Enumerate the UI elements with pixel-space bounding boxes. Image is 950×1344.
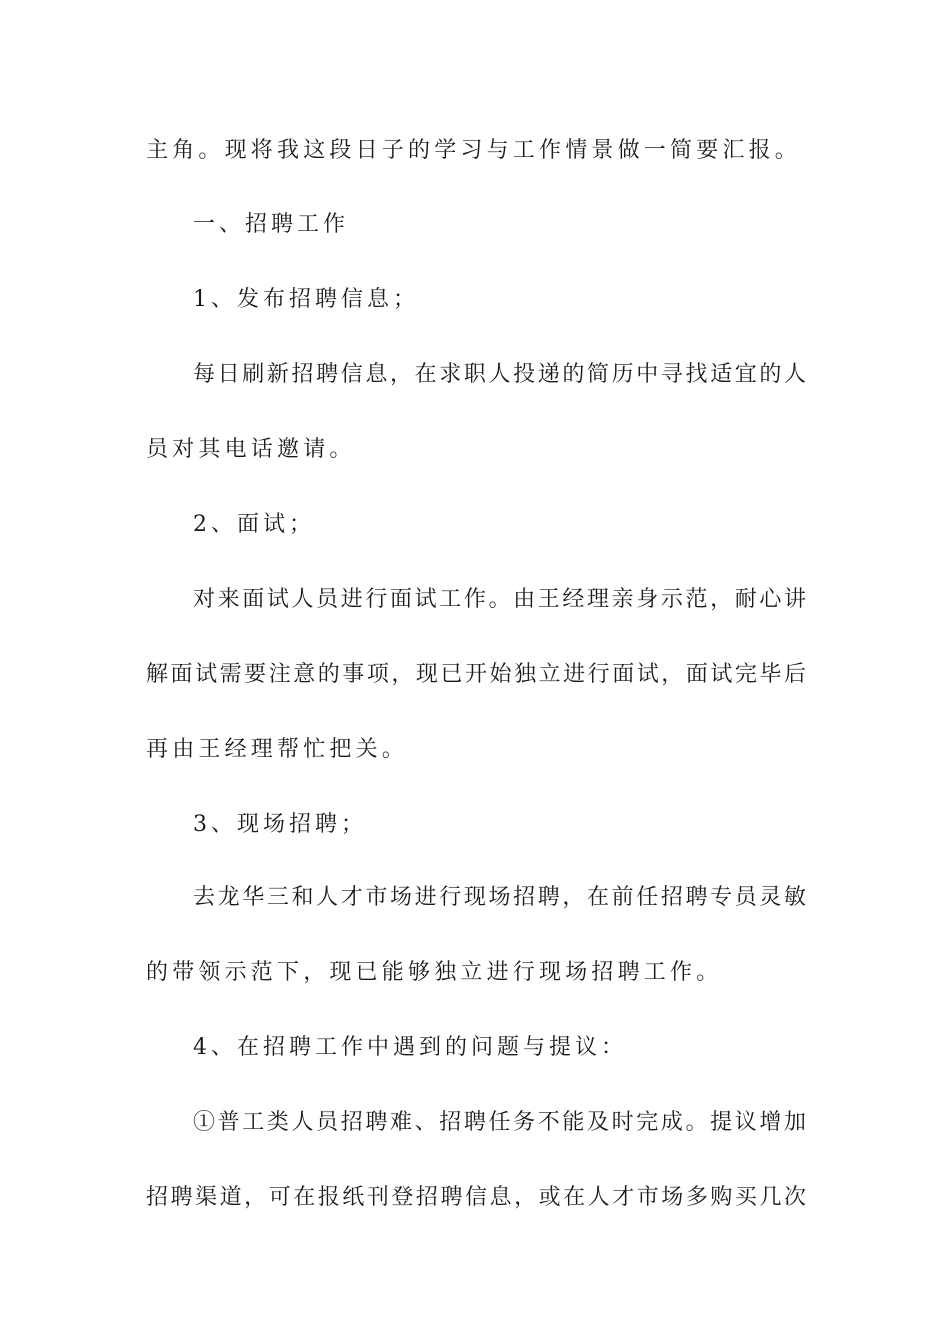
paragraph-continuation-line: 主角。现将我这段日子的学习与工作情景做一简要汇报。: [146, 138, 802, 163]
paragraph-line: 去龙华三和人才市场进行现场招聘，在前任招聘专员灵敏: [193, 885, 806, 910]
paragraph-line: 每日刷新招聘信息，在求职人投递的简历中寻找适宜的人: [193, 362, 806, 387]
section-heading-recruitment: 一、招聘工作: [193, 212, 350, 237]
paragraph-line: 招聘渠道，可在报纸刊登招聘信息，或在人才市场多购买几次: [146, 1185, 806, 1210]
subheading-interview: 2、面试；: [193, 512, 315, 537]
paragraph-line: 对来面试人员进行面试工作。由王经理亲身示范，耐心讲: [193, 587, 806, 612]
paragraph-line: 员对其电话邀请。: [146, 437, 356, 462]
paragraph-line: 的带领示范下，现已能够独立进行现场招聘工作。: [146, 960, 723, 985]
paragraph-line: 解面试需要注意的事项，现已开始独立进行面试，面试完毕后: [146, 662, 806, 687]
subheading-onsite-recruitment: 3、现场招聘；: [193, 812, 367, 837]
paragraph-line: 再由王经理帮忙把关。: [146, 737, 409, 762]
paragraph-line: ①普工类人员招聘难、招聘任务不能及时完成。提议增加: [193, 1110, 806, 1135]
subheading-publish-info: 1、发布招聘信息；: [193, 287, 419, 312]
subheading-problems-suggestions: 4、在招聘工作中遇到的问题与提议：: [193, 1035, 627, 1060]
